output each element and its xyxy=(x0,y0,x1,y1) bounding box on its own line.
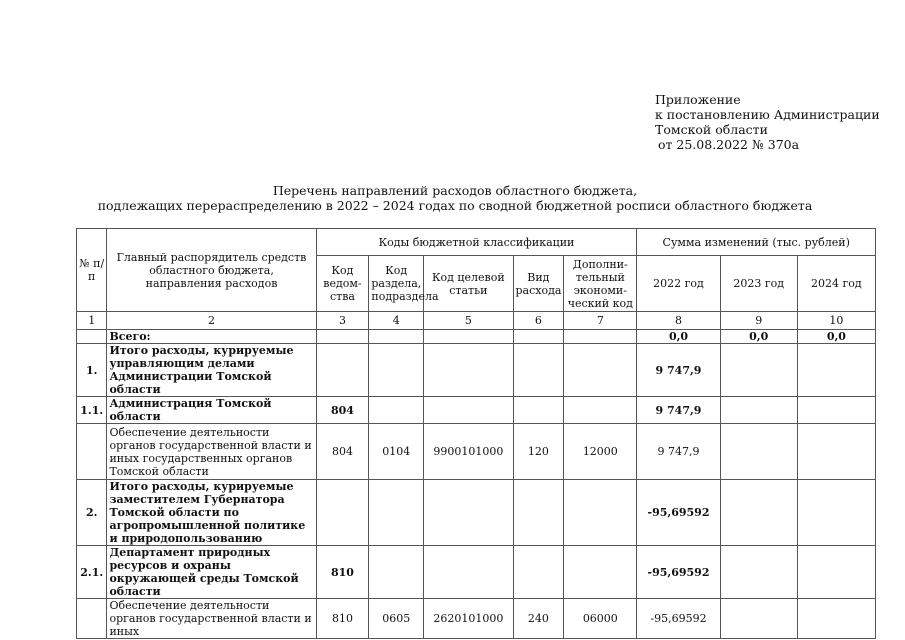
appendix-line-2: к постановлению Администрации xyxy=(655,107,880,122)
row-type: 240 xyxy=(513,599,564,639)
row-num: 1. xyxy=(77,344,107,397)
row-2023 xyxy=(720,546,797,599)
row-type xyxy=(513,546,564,599)
header-sum-group: Сумма изменений (тыс. рублей) xyxy=(637,229,876,256)
row-2022: 9 747,9 xyxy=(637,344,720,397)
row-2024 xyxy=(797,480,875,546)
row-target xyxy=(424,397,513,424)
appendix-line-3: Томской области xyxy=(655,122,768,137)
header-year-2023: 2023 год xyxy=(720,256,797,312)
row-2023 xyxy=(720,397,797,424)
row-2022: 9 747,9 xyxy=(637,397,720,424)
table-row-total xyxy=(77,330,876,344)
title-line-2: подлежащих перераспределению в 2022 – 2024 годах по сводной бюджетной росписи областного бюджета xyxy=(97,198,813,213)
row-section xyxy=(369,546,424,599)
appendix-block xyxy=(655,92,880,152)
row-dept: 804 xyxy=(316,397,369,424)
row-num: 2.1. xyxy=(77,546,107,599)
row-name: Департамент природных ресурсов и охраны окружающей среды Томской области xyxy=(107,546,316,599)
header-econ-code: Дополни-тельный экономи-ческий код xyxy=(564,256,637,312)
row-type xyxy=(513,397,564,424)
row-num xyxy=(77,330,107,344)
row-type: 120 xyxy=(513,424,564,480)
row-2022: -95,69592 xyxy=(637,599,720,639)
row-2022: 0,0 xyxy=(637,330,720,344)
header-section-code: Код раздела, подраздела xyxy=(369,256,424,312)
row-type xyxy=(513,344,564,397)
row-target xyxy=(424,546,513,599)
table-row-detail xyxy=(77,424,876,480)
header-year-2022: 2022 год xyxy=(637,256,720,312)
col-number: 2 xyxy=(107,312,316,330)
row-dept xyxy=(316,480,369,546)
table-row-department xyxy=(77,397,876,424)
row-econ xyxy=(564,546,637,599)
col-number: 3 xyxy=(316,312,369,330)
appendix-line-1: Приложение xyxy=(655,92,741,107)
row-name: Итого расходы, курируемые управляющим делами Администрации Томской области xyxy=(107,344,316,397)
row-2024 xyxy=(797,546,875,599)
row-target xyxy=(424,480,513,546)
row-2024 xyxy=(797,397,875,424)
row-2024 xyxy=(797,599,875,639)
row-2024 xyxy=(797,344,875,397)
row-target xyxy=(424,330,513,344)
row-num xyxy=(77,424,107,480)
row-econ xyxy=(564,480,637,546)
row-section: 0605 xyxy=(369,599,424,639)
row-dept xyxy=(316,344,369,397)
row-num xyxy=(77,599,107,639)
col-number: 4 xyxy=(369,312,424,330)
row-2022: -95,69592 xyxy=(637,480,720,546)
header-target-code: Код целевой статьи xyxy=(424,256,513,312)
row-type xyxy=(513,330,564,344)
row-2022: 9 747,9 xyxy=(637,424,720,480)
header-dept-code: Код ведом-ства xyxy=(316,256,369,312)
row-2022: -95,69592 xyxy=(637,546,720,599)
col-number: 5 xyxy=(424,312,513,330)
row-target: 9900101000 xyxy=(424,424,513,480)
row-dept xyxy=(316,330,369,344)
col-number: 1 xyxy=(77,312,107,330)
budget-table xyxy=(76,228,876,639)
row-2023 xyxy=(720,480,797,546)
row-econ xyxy=(564,330,637,344)
row-type xyxy=(513,480,564,546)
row-target xyxy=(424,344,513,397)
header-num: № п/п xyxy=(77,229,107,312)
row-2024 xyxy=(797,424,875,480)
col-number: 8 xyxy=(637,312,720,330)
table-row-department xyxy=(77,546,876,599)
row-econ: 06000 xyxy=(564,599,637,639)
row-name: Обеспечение деятельности органов государственной власти и иных xyxy=(107,599,316,639)
table-row-detail xyxy=(77,599,876,639)
row-target: 2620101000 xyxy=(424,599,513,639)
row-econ xyxy=(564,397,637,424)
col-number: 6 xyxy=(513,312,564,330)
appendix-line-4: от 25.08.2022 № 370а xyxy=(658,137,800,152)
row-2023: 0,0 xyxy=(720,330,797,344)
row-econ xyxy=(564,344,637,397)
row-econ: 12000 xyxy=(564,424,637,480)
col-number: 10 xyxy=(797,312,875,330)
row-name: Итого расходы, курируемые заместителем Губернатора Томской области по агропромышленной политике и природопользованию xyxy=(107,480,316,546)
row-num: 1.1. xyxy=(77,397,107,424)
row-section xyxy=(369,480,424,546)
row-name: Обеспечение деятельности органов государственной власти и иных государственных органов Томской области xyxy=(107,424,316,480)
col-number: 7 xyxy=(564,312,637,330)
row-dept: 810 xyxy=(316,546,369,599)
header-codes-group: Коды бюджетной классификации xyxy=(316,229,637,256)
row-section xyxy=(369,330,424,344)
row-dept: 804 xyxy=(316,424,369,480)
header-year-2024: 2024 год xyxy=(797,256,875,312)
row-num: 2. xyxy=(77,480,107,546)
header-expense-type: Вид расхода xyxy=(513,256,564,312)
row-2024: 0,0 xyxy=(797,330,875,344)
row-2023 xyxy=(720,424,797,480)
table-row-subtotal xyxy=(77,344,876,397)
row-2023 xyxy=(720,599,797,639)
row-section: 0104 xyxy=(369,424,424,480)
row-dept: 810 xyxy=(316,599,369,639)
row-section xyxy=(369,397,424,424)
row-2023 xyxy=(720,344,797,397)
document-title xyxy=(60,183,850,213)
header-manager: Главный распорядитель средств областного бюджета, направления расходов xyxy=(107,229,316,312)
col-number: 9 xyxy=(720,312,797,330)
table-row-subtotal xyxy=(77,480,876,546)
title-line-1: Перечень направлений расходов областного бюджета, xyxy=(272,183,638,198)
row-name: Всего: xyxy=(107,330,316,344)
row-section xyxy=(369,344,424,397)
row-name: Администрация Томской области xyxy=(107,397,316,424)
